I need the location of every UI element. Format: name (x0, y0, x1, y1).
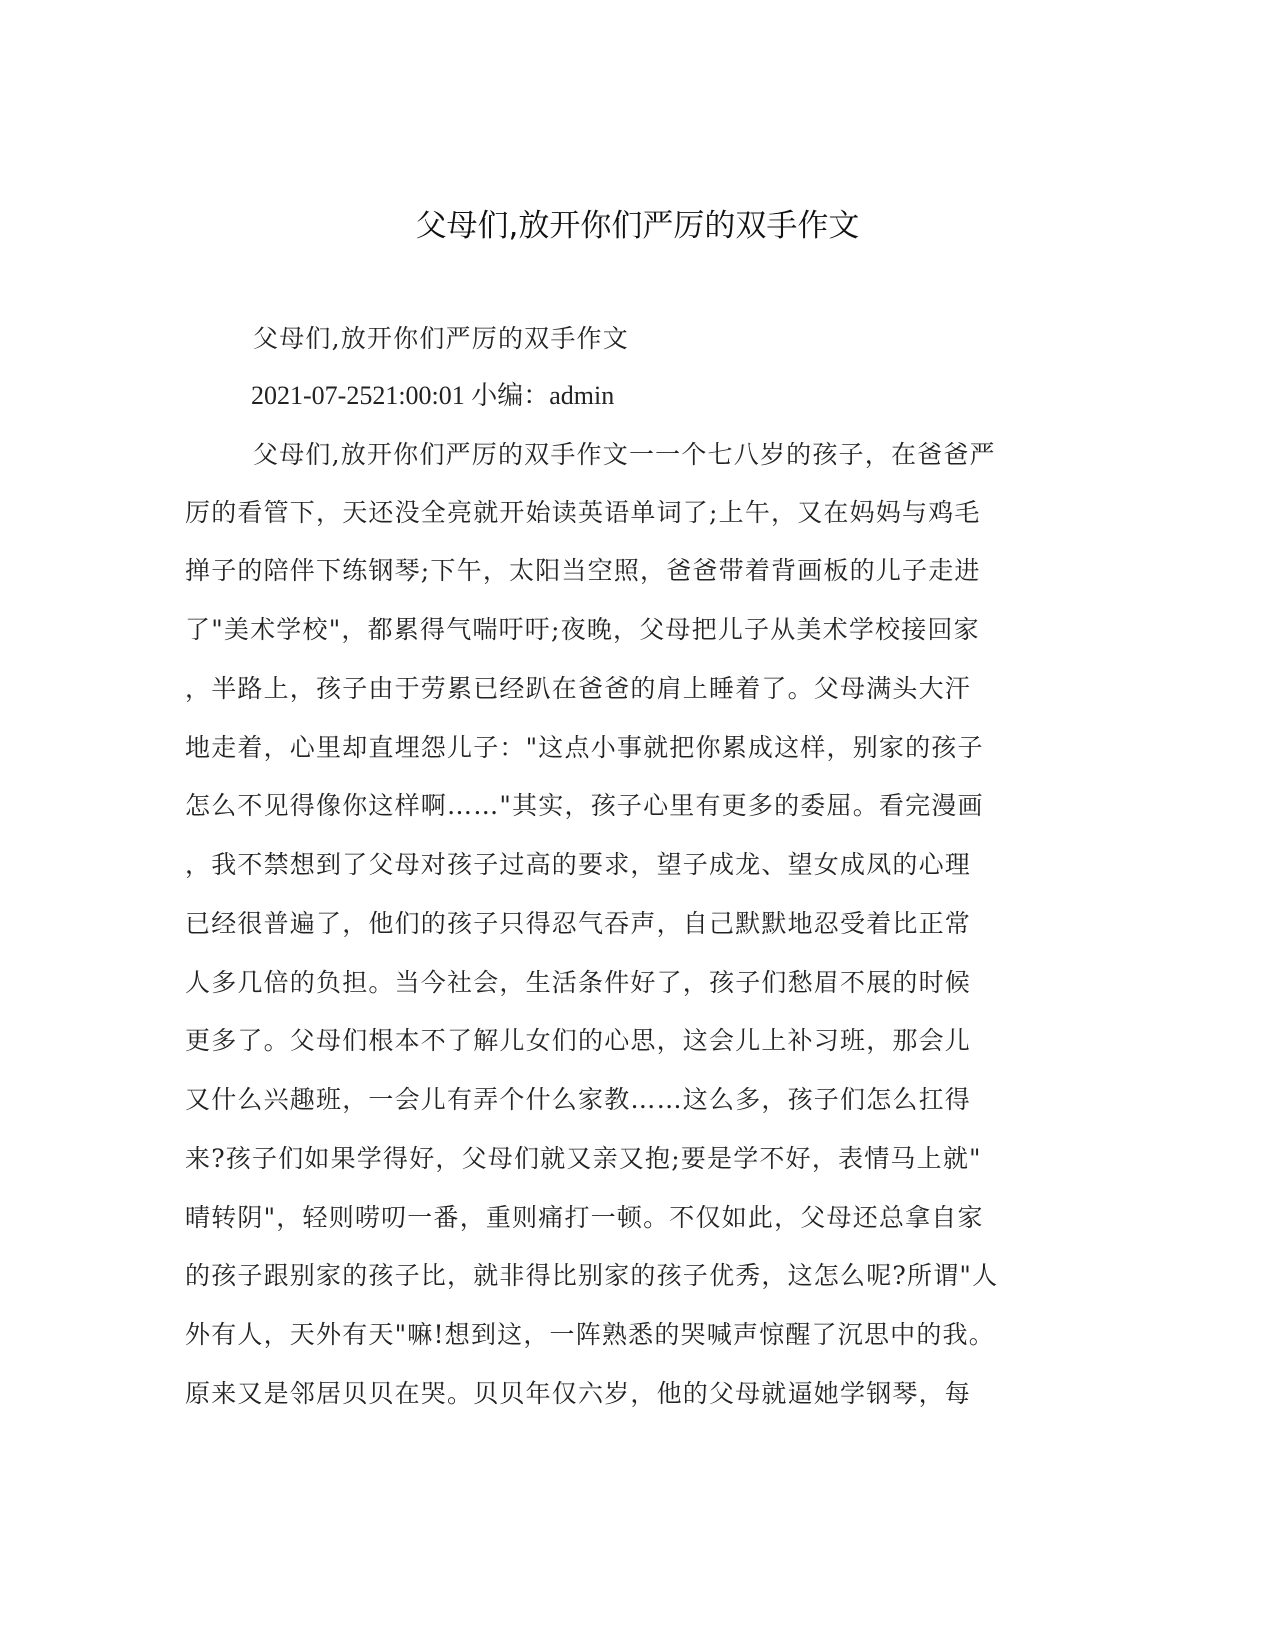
document-title: 父母们,放开你们严厉的双手作文 (415, 208, 860, 244)
body-line: 更多了。父母们根本不了解儿女们的心思，这会儿上补习班，那会儿 (185, 1026, 972, 1055)
body-line: 了"美术学校"，都累得气喘吁吁;夜晚，父母把儿子从美术学校接回家 (185, 615, 980, 644)
document-meta: 2021-07-2521:00:01 小编：admin (251, 381, 615, 410)
body-line: 已经很普遍了，他们的孩子只得忍气吞声，自己默默地忍受着比正常 (185, 909, 972, 938)
body-line: 掸子的陪伴下练钢琴;下午，太阳当空照，爸爸带着背画板的儿子走进 (185, 556, 981, 585)
body-line: ，半路上，孩子由于劳累已经趴在爸爸的肩上睡着了。父母满头大汗 (185, 674, 972, 703)
body-line: 怎么不见得像你这样啊……"其实，孩子心里有更多的委屈。看完漫画 (185, 791, 984, 820)
body-line: 父母们,放开你们严厉的双手作文一一个七八岁的孩子，在爸爸严 (253, 440, 996, 469)
body-line: 的孩子跟别家的孩子比，就非得比别家的孩子优秀，这怎么呢?所谓"人 (185, 1261, 999, 1290)
body-line: 外有人，天外有天"嘛!想到这，一阵熟悉的哭喊声惊醒了沉思中的我。 (185, 1320, 995, 1349)
body-line: 晴转阴"，轻则唠叨一番，重则痛打一顿。不仅如此，父母还总拿自家 (185, 1203, 984, 1232)
body-line: 来?孩子们如果学得好，父母们就又亲又抱;要是学不好，表情马上就" (185, 1144, 982, 1173)
body-line: ，我不禁想到了父母对孩子过高的要求，望子成龙、望女成凤的心理 (185, 850, 972, 879)
body-line: 又什么兴趣班，一会儿有弄个什么家教……这么多，孩子们怎么扛得 (185, 1085, 972, 1114)
body-line: 地走着，心里却直埋怨儿子："这点小事就把你累成这样，别家的孩子 (185, 733, 984, 762)
body-line: 人多几倍的负担。当今社会，生活条件好了，孩子们愁眉不展的时候 (185, 968, 972, 997)
body-line: 原来又是邻居贝贝在哭。贝贝年仅六岁，他的父母就逼她学钢琴，每 (185, 1379, 972, 1408)
document-subtitle: 父母们,放开你们严厉的双手作文 (253, 324, 629, 353)
body-line: 厉的看管下，天还没全亮就开始读英语单词了;上午，又在妈妈与鸡毛 (185, 498, 981, 527)
